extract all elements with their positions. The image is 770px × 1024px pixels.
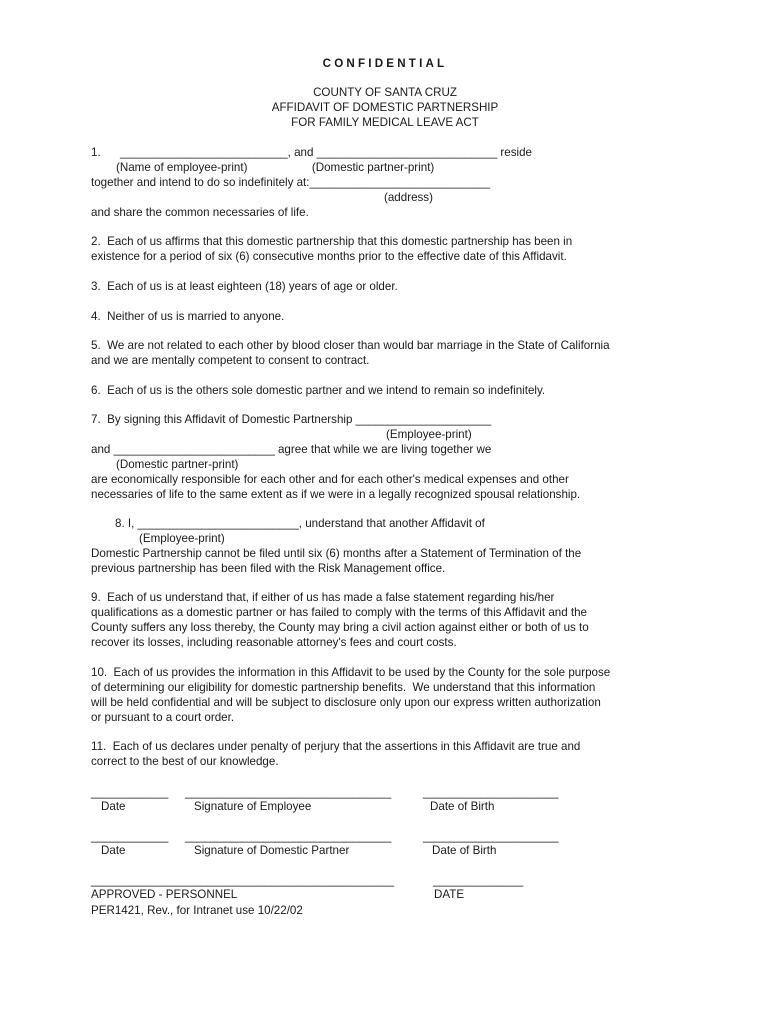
section-7-partner-caption: (Domestic partner-print) bbox=[116, 458, 239, 471]
employee-date-blank[interactable]: ____________ bbox=[91, 786, 169, 799]
approval-date-label: DATE bbox=[434, 888, 465, 901]
section-1-line2: together and intend to do so indefinitely at:____________________________ bbox=[91, 176, 491, 189]
section-4-line1: 4. Neither of us is married to anyone. bbox=[91, 310, 285, 323]
partner-signature-blank[interactable]: ________________________________ bbox=[185, 830, 392, 843]
section-7-line1: 7. By signing this Affidavit of Domestic Partnership _____________________ bbox=[91, 413, 492, 426]
section-9-line3: County suffers any loss thereby, the County may bring a civil action against either or both of us to bbox=[91, 621, 589, 634]
section-1-line1: 1. __________________________, and ____________________________ reside bbox=[91, 146, 532, 159]
section-2-line1: 2. Each of us affirms that this domestic partnership that this domestic partnership has been in bbox=[91, 235, 573, 248]
county-name: COUNTY OF SANTA CRUZ bbox=[313, 86, 457, 99]
section-3-line1: 3. Each of us is at least eighteen (18) years of age or older. bbox=[91, 280, 398, 293]
section-9-line4: recover its losses, including reasonable attorney's fees and court costs. bbox=[91, 636, 457, 649]
partner-date-blank[interactable]: ____________ bbox=[91, 830, 169, 843]
section-10-line1: 10. Each of us provides the information in this Affidavit to be used by the County for the sole purpose bbox=[91, 666, 611, 679]
approval-date-blank[interactable]: ______________ bbox=[433, 874, 524, 887]
section-7-line2: and _________________________ agree that while we are living together we bbox=[91, 443, 492, 456]
section-7-employee-caption: (Employee-print) bbox=[386, 428, 472, 441]
section-8-line1: 8. I, _________________________, understand that another Affidavit of bbox=[115, 517, 485, 530]
employee-dob-label: Date of Birth bbox=[430, 800, 495, 813]
employee-dob-blank[interactable]: _____________________ bbox=[423, 786, 559, 799]
section-1-address-caption: (address) bbox=[384, 191, 433, 204]
section-10-line2: of determining our eligibility for domestic partnership benefits. We understand that this information bbox=[91, 681, 596, 694]
section-7-line3: are economically responsible for each other and for each other's medical expenses and other bbox=[91, 473, 569, 486]
section-9-line2: qualifications as a domestic partner or has failed to comply with the terms of this Affidavit and the bbox=[91, 606, 587, 619]
section-10-line3: will be held confidential and will be subject to disclosure only upon our express written authorization bbox=[91, 696, 601, 709]
section-5-line2: and we are mentally competent to consent to contract. bbox=[91, 354, 370, 367]
employee-signature-label: Signature of Employee bbox=[194, 800, 312, 813]
section-6-line1: 6. Each of us is the others sole domestic partner and we intend to remain so indefinitely. bbox=[91, 384, 546, 397]
section-9-line1: 9. Each of us understand that, if either of us has made a false statement regarding his/her bbox=[91, 591, 555, 604]
partner-date-label: Date bbox=[101, 844, 126, 857]
section-8-line2: Domestic Partnership cannot be filed until six (6) months after a Statement of Termination of the bbox=[91, 547, 582, 560]
employee-signature-blank[interactable]: ________________________________ bbox=[185, 786, 392, 799]
section-10-line4: or pursuant to a court order. bbox=[91, 711, 235, 724]
section-7-line4: necessaries of life to the same extent as if we were in a legally recognized spousal relationship. bbox=[91, 488, 581, 501]
approved-personnel-blank[interactable]: _______________________________________________ bbox=[91, 874, 395, 887]
confidential-heading: CONFIDENTIAL bbox=[322, 57, 448, 70]
section-2-line2: existence for a period of six (6) consecutive months prior to the effective date of this Affidavit. bbox=[91, 250, 567, 263]
partner-dob-label: Date of Birth bbox=[432, 844, 497, 857]
partner-dob-blank[interactable]: _____________________ bbox=[423, 830, 559, 843]
form-id-footer: PER1421, Rev., for Intranet use 10/22/02 bbox=[91, 904, 303, 917]
partner-signature-label: Signature of Domestic Partner bbox=[194, 844, 350, 857]
approved-personnel-label: APPROVED - PERSONNEL bbox=[91, 888, 238, 901]
section-11-line2: correct to the best of our knowledge. bbox=[91, 755, 279, 768]
section-8-line3: previous partnership has been filed with the Risk Management office. bbox=[91, 562, 446, 575]
form-title-line1: AFFIDAVIT OF DOMESTIC PARTNERSHIP bbox=[271, 101, 499, 114]
form-title-line2: FOR FAMILY MEDICAL LEAVE ACT bbox=[291, 116, 479, 129]
employee-date-label: Date bbox=[101, 800, 126, 813]
section-5-line1: 5. We are not related to each other by blood closer than would bar marriage in the State of California bbox=[91, 339, 610, 352]
section-8-employee-caption: (Employee-print) bbox=[139, 532, 225, 545]
section-1-line3: and share the common necessaries of life. bbox=[91, 206, 309, 219]
section-1-caption1: (Name of employee-print) (Domestic partner-print) bbox=[116, 161, 435, 174]
section-11-line1: 11. Each of us declares under penalty of perjury that the assertions in this Affidavit are true and bbox=[91, 740, 581, 753]
